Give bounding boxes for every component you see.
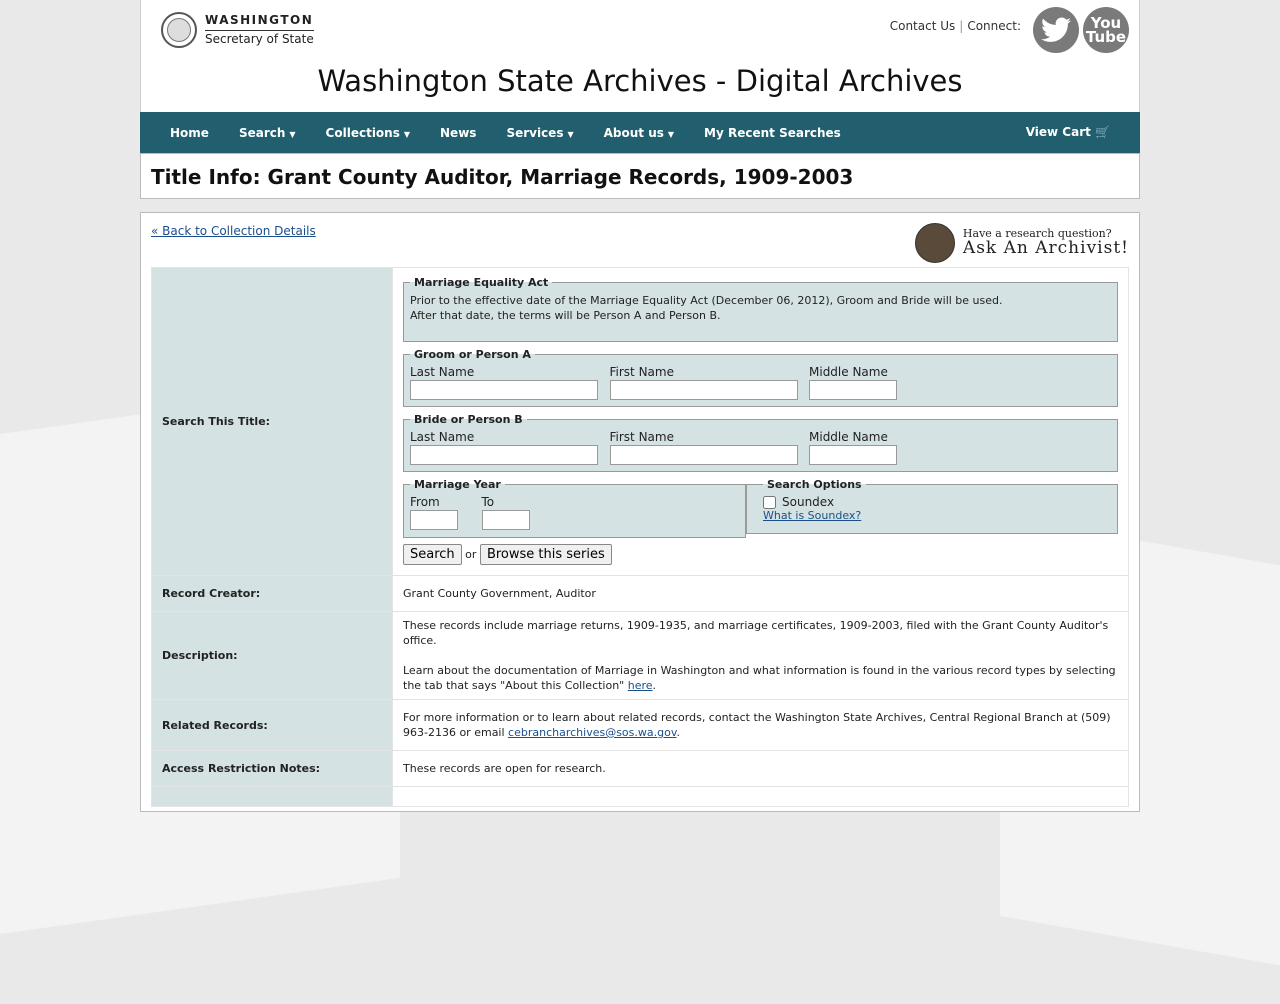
middle-name-label: Middle Name	[809, 365, 888, 379]
page-title: Title Info: Grant County Auditor, Marriage Records, 1909-2003	[140, 153, 1140, 199]
groom-fieldset	[403, 348, 1118, 407]
logo-line1: WASHINGTON	[205, 14, 314, 30]
browse-series-button[interactable]: Browse this series	[480, 544, 612, 565]
groom-last-name-input[interactable]	[410, 380, 598, 400]
access-label: Access Restriction Notes:	[152, 751, 393, 787]
logo-line2: Secretary of State	[205, 31, 314, 46]
groom-first-name-input[interactable]	[610, 380, 798, 400]
caret-down-icon: ▼	[289, 129, 296, 139]
description-p2: Learn about the documentation of Marriage in Washington and what information is found in the various record types by selecting the tab that says "About this Collection"	[403, 664, 1116, 692]
first-name-label: First Name	[609, 430, 674, 444]
year-from-input[interactable]	[410, 510, 458, 530]
search-form	[393, 268, 1129, 576]
sos-logo[interactable]	[161, 12, 314, 48]
creator-value: Grant County Government, Auditor	[393, 576, 1129, 612]
related-label: Related Records:	[152, 700, 393, 751]
bride-legend: Bride or Person B	[414, 413, 523, 426]
site-header	[140, 0, 1140, 112]
access-value: These records are open for research.	[393, 751, 1129, 787]
title-info-table	[151, 267, 1129, 807]
nav-news[interactable]: News	[440, 125, 477, 140]
middle-name-label: Middle Name	[809, 430, 888, 444]
page-container	[140, 0, 1140, 800]
youtube-icon[interactable]: You Tube	[1083, 7, 1129, 53]
ask-archivist-banner[interactable]	[915, 223, 1129, 263]
main-nav	[140, 112, 1140, 153]
description-p1: These records include marriage returns, 1909-1935, and marriage certificates, 1909-2003, filed with the Grant County Auditor's office.	[403, 619, 1109, 647]
options-fieldset	[746, 478, 1118, 534]
next-value	[393, 787, 1129, 807]
from-label: From	[410, 495, 440, 509]
groom-legend: Groom or Person A	[414, 348, 531, 361]
related-value: For more information or to learn about related records, contact the Washington State Archives, Central Regional Branch at (509) 963-2136 or email cebrancharchives@sos.wa.gov.	[393, 700, 1129, 751]
cart-icon: 🛒	[1095, 125, 1110, 139]
table-row	[152, 576, 1129, 612]
bride-middle-name-input[interactable]	[809, 445, 897, 465]
nav-recent-searches[interactable]: My Recent Searches	[704, 125, 841, 140]
table-row	[152, 751, 1129, 787]
table-row	[152, 700, 1129, 751]
year-fieldset	[403, 478, 746, 538]
last-name-label: Last Name	[410, 430, 475, 444]
options-legend: Search Options	[767, 478, 862, 491]
soundex-label: Soundex	[782, 495, 835, 509]
search-label: Search This Title:	[152, 268, 393, 576]
view-cart-link[interactable]: View Cart 🛒	[1025, 125, 1110, 139]
or-text: or	[465, 548, 477, 561]
ask-line2: Ask An Archivist!	[962, 237, 1129, 258]
first-name-label: First Name	[609, 365, 674, 379]
email-link[interactable]: cebrancharchives@sos.wa.gov	[508, 726, 677, 739]
nav-services[interactable]: Services ▼	[506, 125, 574, 140]
next-label	[152, 787, 393, 807]
nav-collections[interactable]: Collections ▼	[325, 125, 411, 140]
year-legend: Marriage Year	[414, 478, 501, 491]
groom-middle-name-input[interactable]	[809, 380, 897, 400]
nav-about[interactable]: About us ▼	[603, 125, 675, 140]
table-row	[152, 268, 1129, 576]
description-label: Description:	[152, 612, 393, 700]
bride-first-name-input[interactable]	[610, 445, 798, 465]
year-to-input[interactable]	[482, 510, 530, 530]
caret-down-icon: ▼	[567, 129, 574, 139]
top-links: Contact Us | Connect:	[889, 19, 1021, 33]
table-row	[152, 787, 1129, 807]
site-title: Washington State Archives - Digital Archives	[317, 64, 963, 98]
ask-line1: Have a research question?	[962, 227, 1112, 241]
table-row	[152, 612, 1129, 700]
about-collection-link[interactable]: here	[627, 679, 653, 692]
description-value: These records include marriage returns, 1909-1935, and marriage certificates, 1909-2003, filed with the Grant County Auditor's office. Learn about the documentation of Marriage in Washington and what information is found in the various record types by selecting the tab that says "About this Collection" here.	[393, 612, 1129, 700]
connect-label: Connect:	[967, 19, 1021, 33]
bride-last-name-input[interactable]	[410, 445, 598, 465]
to-label: To	[481, 495, 495, 509]
nav-home[interactable]: Home	[170, 125, 209, 140]
equality-text: Prior to the effective date of the Marriage Equality Act (December 06, 2012), Groom and Bride will be used. After that date, the terms will be Person A and Person B.	[410, 294, 1003, 322]
books-icon	[915, 223, 955, 263]
caret-down-icon: ▼	[667, 129, 675, 139]
search-button[interactable]: Search	[403, 544, 462, 565]
bride-fieldset	[403, 413, 1118, 472]
caret-down-icon: ▼	[403, 129, 411, 139]
equality-fieldset	[403, 276, 1118, 342]
twitter-icon[interactable]	[1033, 7, 1079, 53]
contact-us-link[interactable]: Contact Us	[889, 19, 956, 33]
what-is-soundex-link[interactable]: What is Soundex?	[763, 509, 862, 522]
main-content	[140, 212, 1140, 812]
equality-legend: Marriage Equality Act	[414, 276, 549, 289]
creator-label: Record Creator:	[152, 576, 393, 612]
last-name-label: Last Name	[410, 365, 475, 379]
back-to-collection-link[interactable]: « Back to Collection Details	[151, 224, 316, 238]
nav-search[interactable]: Search ▼	[238, 125, 296, 140]
state-seal-icon	[161, 12, 197, 48]
soundex-checkbox[interactable]	[763, 496, 776, 509]
